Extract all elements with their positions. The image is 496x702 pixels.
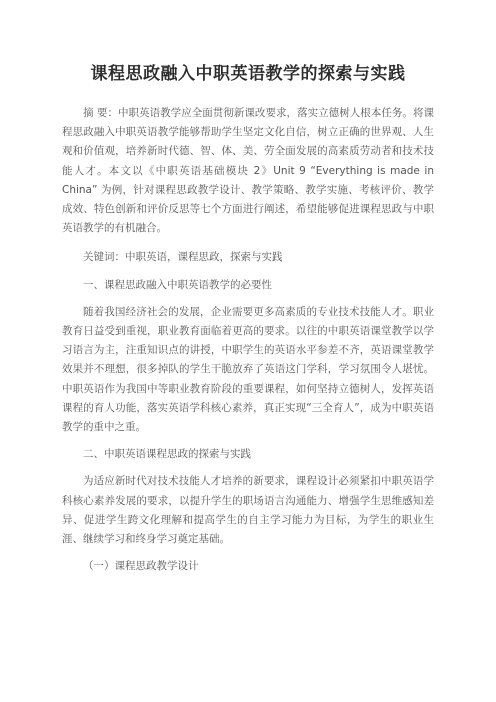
section-heading-1: 一、课程思政融入中职英语教学的必要性	[83, 278, 272, 291]
subsection-heading-1: （一）课程思政教学设计	[83, 560, 199, 573]
keywords-line: 关键词：中职英语，课程思政，探索与实践	[83, 251, 283, 264]
abstract-paragraph: 摘 要：中职英语教学应全面贯彻新课改要求，落实立德树人根本任务。将课程思政融入中职英语教学能够帮助学生坚定文化自信，树立正确的世界观、人生观和价值观，培养新时代德、智、体、美、劳全面发展的高素质劳动者和技术技能人才。本文以《中职英语基础模块 2》Unit 9 “Everything is made in China” 为例，针对课程思政教学设计、教学策略、教学实施、考核评价、教学成效、特色创新和评价反思等七个方面进行阐述，希望能够促进课程思政与中职英语教学的有机融合。	[62, 107, 434, 235]
section-1-paragraph: 随着我国经济社会的发展，企业需要更多高素质的专业技术技能人才。职业教育日益受到重视，职业教育面临着更高的要求。以往的中职英语课堂教学以学习语言为主，注重知识点的讲授，中职学生的英语水平参差不齐，英语课堂教学效果并不理想，很多掉队的学生干脆放弃了英语这门学科，学习氛围令人堪忧。中职英语作为我国中等职业教育阶段的重要课程，如何坚持立德树人，发挥英语课程的育人功能，落实英语学科核心素养，真正实现“三全育人”，成为中职英语教学的重中之重。	[62, 305, 434, 434]
document-title: 课程思政融入中职英语教学的探索与实践	[90, 64, 406, 84]
section-heading-2: 二、中职英语课程思政的探索与实践	[83, 448, 251, 461]
section-2-paragraph: 为适应新时代对技术技能人才培养的新要求，课程设计必须紧扣中职英语学科核心素养发展的要求，以提升学生的职场语言沟通能力、增强学生思维感知差异、促进学生跨文化理解和提高学生的自主学习能力为目标，为学生的职业生涯、继续学习和终身学习奠定基础。	[62, 475, 434, 546]
